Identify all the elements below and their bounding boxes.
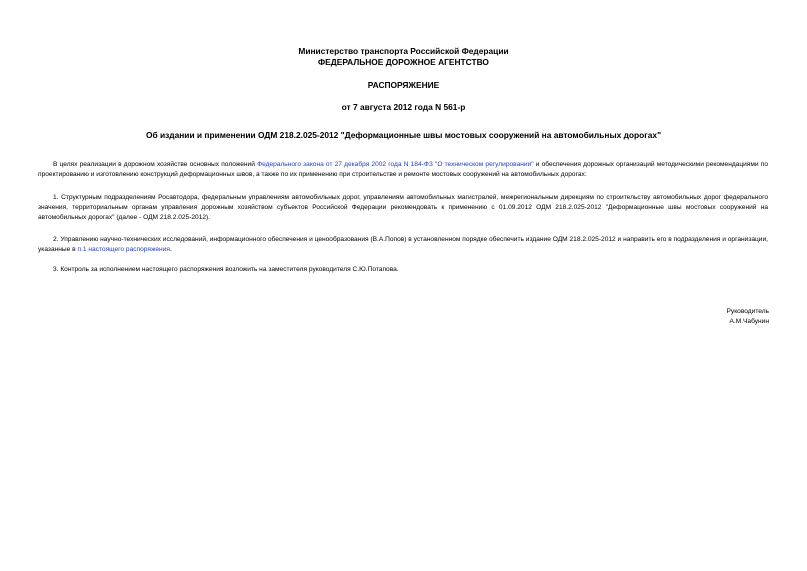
clause-1-link[interactable]: п.1 настоящего распоряжения <box>77 245 170 253</box>
intro-text-end: и обеспечения дорожных организаций методическими рекомендациями по проектированию и изготовлению конструкций деформационных швов, а также по их применению при строительстве и ремонте мостовых сооружений на автомобильных дорогах: <box>38 161 768 178</box>
item-2-paragraph <box>38 235 768 255</box>
item-2-end: . <box>169 245 172 253</box>
ministry-name: Министерство транспорта Российской Федерации <box>298 46 509 56</box>
document-type: РАСПОРЯЖЕНИЕ <box>367 80 440 90</box>
signature-position: Руководитель <box>726 308 769 315</box>
intro-paragraph <box>38 160 768 180</box>
intro-text-start: В целях реализации в дорожном хозяйстве основных положений <box>53 161 258 168</box>
agency-name: ФЕДЕРАЛЬНОЕ ДОРОЖНОЕ АГЕНТСТВО <box>318 57 489 67</box>
federal-law-link[interactable]: Федерального закона от 27 декабря 2002 года N 184-ФЗ "О техническом регулировании" <box>257 161 534 168</box>
document-title: Об издании и применении ОДМ 218.2.025-2012 "Деформационные швы мостовых сооружений на автомобильных дорогах" <box>145 130 662 140</box>
signature-name: А.М.Чабунин <box>729 318 769 325</box>
item-3-paragraph: 3. Контроль за исполнением настоящего распоряжения возложить на заместителя руководителя С.Ю.Потапова. <box>53 266 399 273</box>
document-date-number: от 7 августа 2012 года N 561-р <box>341 102 466 112</box>
item-1-paragraph: 1. Структурным подразделениям Росавтодора, федеральным управлениям автомобильных дорог, управлениям автомобильных магистралей, межрегиональным дирекциям по строительству автомобильных дорог федерального значения, территориальным органам управления дорожным хозяйством субъектов Российской Федерации рекомендовать к применению с 01.09.2012 ОДМ 218.2.025-2012 "Деформационные швы мостовых сооружений на автомобильных дорогах" (далее - ОДМ 218.2.025-2012). <box>38 194 768 221</box>
item-2-text: 2. Управлению научно-технических исследований, информационного обеспечения и ценообразования (В.А.Попов) в установленном порядке обеспечить издание ОДМ 218.2.025-2012 и направить его в подразделения и организации, указанные в <box>38 236 768 253</box>
